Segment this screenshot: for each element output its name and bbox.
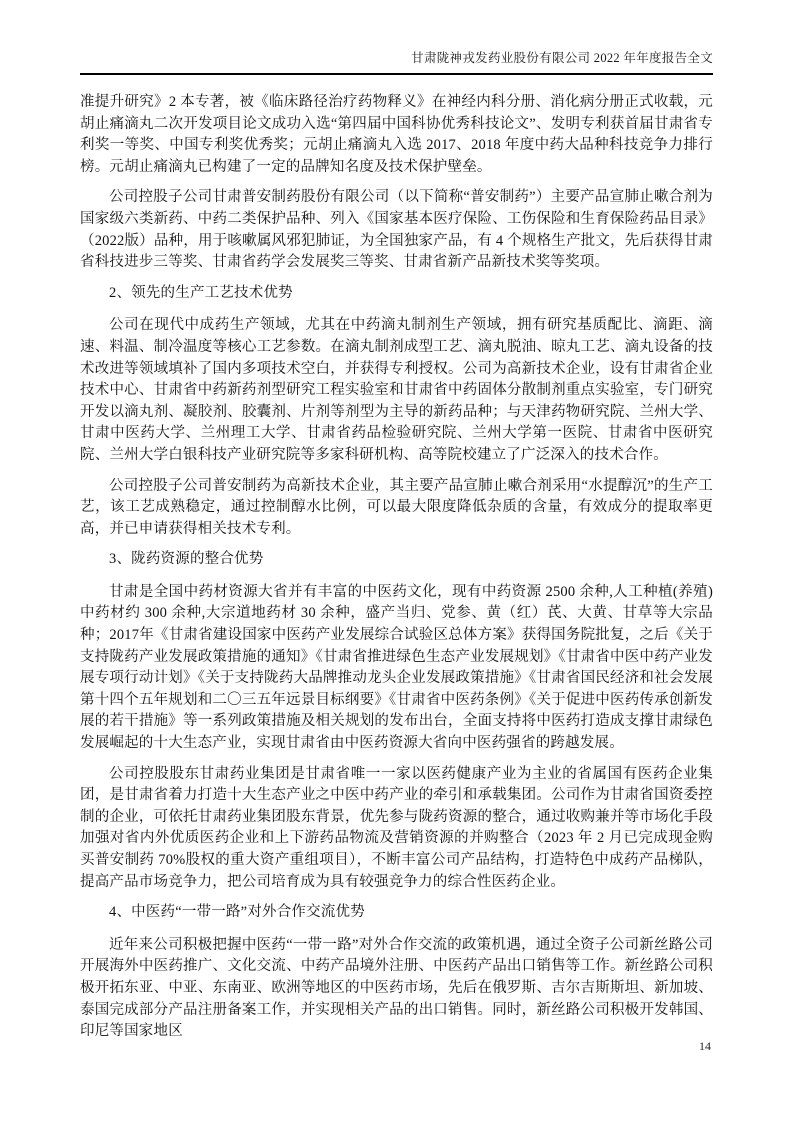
section-heading-4: 4、中医药“一带一路”对外合作交流优势 [109,904,365,921]
paragraph: 公司在现代中成药生产领域，尤其在中药滴丸制剂生产领域，拥有研究基质配比、滴距、滴速、料温、制冷温度等核心工艺参数。在滴丸制剂成型工艺、滴丸脱油、晾丸工艺、滴丸设备的技术改进等领域填补了国内多项技术空白，并获得专利授权。公司为高新技术企业，设有甘肃省企业技术中心、甘肃省中药新药剂型研究工程实验室和甘肃省中药固体分散制剂重点实验室，专门研究开发以滴丸剂、凝胶剂、胶囊剂、片剂等剂型为主导的新药品种；与天津药物研究院、兰州大学、甘肃中医药大学、兰州理工大学、甘肃省药品检验研究院、兰州大学第一医院、甘肃省中医研究院、兰州大学白银科技产业研究院等多家科研机构、高等院校建立了广泛深入的技术合作。 [80,317,713,463]
section-heading-2: 2、领先的生产工艺技术优势 [109,284,293,301]
report-header-title: 甘肃陇神戎发药业股份有限公司 2022 年年度报告全文 [411,51,713,65]
paragraph-continuation: 准提升研究》2 本专著，被《临床路径治疗药物释义》在神经内科分册、消化病分册正式收载，元胡止痛滴丸二次开发项目论文成功入选“第四届中国科协优秀科技论文”、发明专利获首届甘肃省专利奖一等奖、中国专利奖优秀奖；元胡止痛滴丸入选 2017、2018 年度中药大品种科技竞争力排行榜。元胡止痛滴丸已构建了一定的品牌知名度及技术保护壁垒。 [80,94,713,175]
section-heading-3: 3、陇药资源的整合优势 [109,551,264,568]
document-body [80,92,713,1052]
paragraph: 公司控股子公司普安制药为高新技术企业，其主要产品宣肺止嗽合剂采用“水提醇沉”的生产工艺，该工艺成熟稳定，通过控制醇水比例，可以最大限度降低杂质的含量，有效成分的提取率更高，并已申请获得相关技术专利。 [80,477,713,537]
paragraph: 近年来公司积极把握中医药“一带一路”对外合作交流的政策机遇，通过全资子公司新丝路公司开展海外中医药推广、文化交流、中药产品境外注册、中医药产品出口销售等工作。新丝路公司积极开拓东亚、中亚、东南亚、欧洲等地区的中医药市场，先后在俄罗斯、吉尔吉斯斯坦、新加坡、泰国完成部分产品注册备案工作，并实现相关产品的出口销售。同时，新丝路公司积极开发韩国、印尼等国家地区 [80,936,713,1040]
page-number: 14 [699,1039,711,1053]
paragraph: 公司控股股东甘肃药业集团是甘肃省唯一一家以医药健康产业为主业的省属国有医药企业集团，是甘肃省着力打造十大生态产业之中医中药产业的牵引和承载集团。公司作为甘肃省国资委控制的企业，可依托甘肃药业集团股东背景，优先参与陇药资源的整合，通过收购兼并等市场化手段加强对省内外优质医药企业和上下游药品物流及营销资源的并购整合（2023 年 2 月已完成现金购买普安制药 70%股权的重大资产重组项目），不断丰富公司产品结构，打造特色中成药产品梯队，提高产品市场竞争力，把公司培育成为具有较强竞争力的综合性医药企业。 [80,765,713,890]
paragraph: 公司控股子公司甘肃普安制药股份有限公司（以下简称“普安制药”）主要产品宣肺止嗽合剂为国家级六类新药、中药二类保护品种、列入《国家基本医疗保险、工伤保险和生育保险药品目录》（2022版）品种，用于咳嗽属风邪犯肺证，为全国独家产品，有 4 个规格生产批文，先后获得甘肃省科技进步三等奖、甘肃省药学会发展奖三等奖、甘肃省新产品新技术奖等奖项。 [80,189,713,271]
paragraph: 甘肃是全国中药材资源大省并有丰富的中医药文化，现有中药资源 2500 余种,人工种植(养殖)中药材约 300 余种,大宗道地药材 30 余种，盛产当归、党参、黄（红）芪、大黄、甘草等大宗品种；2017年《甘肃省建设国家中医药产业发展综合试验区总体方案》获得国务院批复，之后《关于支持陇药产业发展政策措施的通知》《甘肃省推进绿色生态产业发展规划》《甘肃省中医中药产业发展专项行动计划》《关于支持陇药大品牌推动龙头企业发展政策措施》《甘肃省国民经济和社会发展第十四个五年规划和二〇三五年远景目标纲要》《甘肃省中医药条例》《关于促进中医药传承创新发展的若干措施》等一系列政策措施及相关规划的发布出台，全面支持将中医药打造成支撑甘肃绿色发展崛起的十大生态产业，实现甘肃省由中医药资源大省向中医药强省的跨越发展。 [80,583,713,752]
page-header [80,50,713,75]
